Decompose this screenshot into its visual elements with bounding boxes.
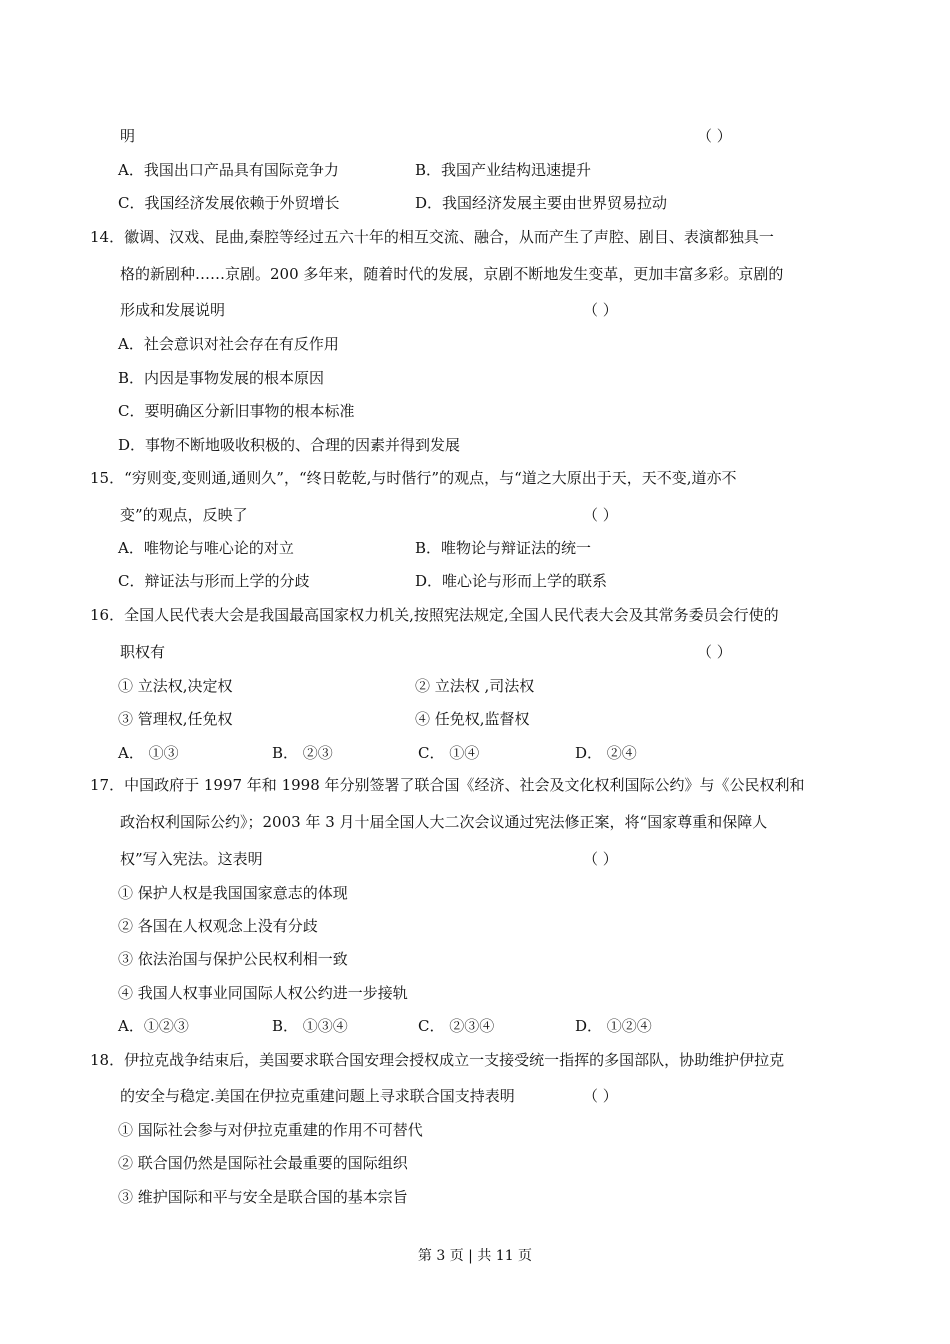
q14-answer-parens: （ ） [583,301,618,319]
q16-option-d: D． ②④ [575,744,637,762]
q18-item-1: ① 国际社会参与对伊拉克重建的作用不可替代 [118,1121,423,1139]
q16-item-3: ③ 管理权,任免权 [118,710,233,728]
q17-option-d: D． ①②④ [575,1017,652,1035]
q17-item-2: ② 各国在人权观念上没有分歧 [118,917,318,935]
q18-answer-parens: （ ） [583,1087,618,1105]
q16-option-c: C． ①④ [418,744,480,762]
q15-option-b: B．唯物论与辩证法的统一 [415,539,592,557]
q16-stem-line-2: 职权有 [120,643,166,661]
q15-stem-line-2: 变”的观点，反映了 [120,506,248,524]
q14-option-d: D．事物不断地吸收积极的、合理的因素并得到发展 [118,436,461,454]
q17-item-1: ① 保护人权是我国国家意志的体现 [118,884,348,902]
q16-item-1: ① 立法权,决定权 [118,677,233,695]
q17-option-b: B． ①③④ [272,1017,348,1035]
q14-option-a: A．社会意识对社会存在有反作用 [118,335,339,353]
q16-item-4: ④ 任免权,监督权 [415,710,530,728]
q14-option-c: C．要明确区分新旧事物的根本标准 [118,402,355,420]
q13-option-d: D．我国经济发展主要由世界贸易拉动 [415,194,668,212]
q13-option-b: B．我国产业结构迅速提升 [415,161,592,179]
q16-item-2: ② 立法权 ,司法权 [415,677,535,695]
q15-answer-parens: （ ） [583,506,618,524]
q13-option-c: C．我国经济发展依赖于外贸增长 [118,194,340,212]
q13-answer-parens: （ ） [697,127,732,145]
q16-option-b: B． ②③ [272,744,333,762]
q17-stem-line-1: 17．中国政府于 1997 年和 1998 年分别签署了联合国《经济、社会及文化权利国际公约》与《公民权利和 [90,776,805,794]
q15-option-d: D．唯心论与形而上学的联系 [415,572,608,590]
q16-answer-parens: （ ） [697,643,732,661]
q17-stem-line-2: 政治权利国际公约》；2003 年 3 月十届全国人大二次会议通过宪法修正案，将“国家尊重和保障人 [120,813,768,831]
q17-stem-line-3: 权”写入宪法。这表明 [120,850,263,868]
q18-stem-line-2: 的安全与稳定.美国在伊拉克重建问题上寻求联合国支持表明 [120,1087,515,1105]
q18-item-3: ③ 维护国际和平与安全是联合国的基本宗旨 [118,1188,408,1206]
q14-stem-line-1: 14．徽调、汉戏、昆曲,秦腔等经过五六十年的相互交流、融合，从而产生了声腔、剧目、表演都独具一 [90,228,774,246]
q18-stem-line-1: 18．伊拉克战争结束后，美国要求联合国安理会授权成立一支接受统一指挥的多国部队，协助维护伊拉克 [90,1051,785,1069]
q17-item-4: ④ 我国人权事业同国际人权公约进一步接轨 [118,984,408,1002]
page-footer: 第 3 页 | 共 11 页 [417,1248,533,1264]
q15-option-a: A．唯物论与唯心论的对立 [118,539,294,557]
q17-answer-parens: （ ） [583,850,618,868]
q16-option-a: A． ①③ [118,744,179,762]
q17-option-a: A．①②③ [118,1017,189,1035]
q14-stem-line-3: 形成和发展说明 [120,301,226,319]
q13-stem-continued: 明 [120,127,136,145]
q15-option-c: C．辩证法与形而上学的分歧 [118,572,310,590]
q18-item-2: ② 联合国仍然是国际社会最重要的国际组织 [118,1154,408,1172]
q17-item-3: ③ 依法治国与保护公民权利相一致 [118,950,348,968]
q17-option-c: C． ②③④ [418,1017,495,1035]
q14-option-b: B．内因是事物发展的根本原因 [118,369,325,387]
q16-stem-line-1: 16．全国人民代表大会是我国最高国家权力机关,按照宪法规定,全国人民代表大会及其常务委员会行使的 [90,606,779,624]
q14-stem-line-2: 格的新剧种……京剧。200 多年来，随着时代的发展，京剧不断地发生变革，更加丰富多彩。京剧的 [120,265,784,283]
q13-option-a: A．我国出口产品具有国际竞争力 [118,161,339,179]
q15-stem-line-1: 15．“穷则变,变则通,通则久”，“终日乾乾,与时偕行”的观点，与“道之大原出于天，天不变,道亦不 [90,469,737,487]
